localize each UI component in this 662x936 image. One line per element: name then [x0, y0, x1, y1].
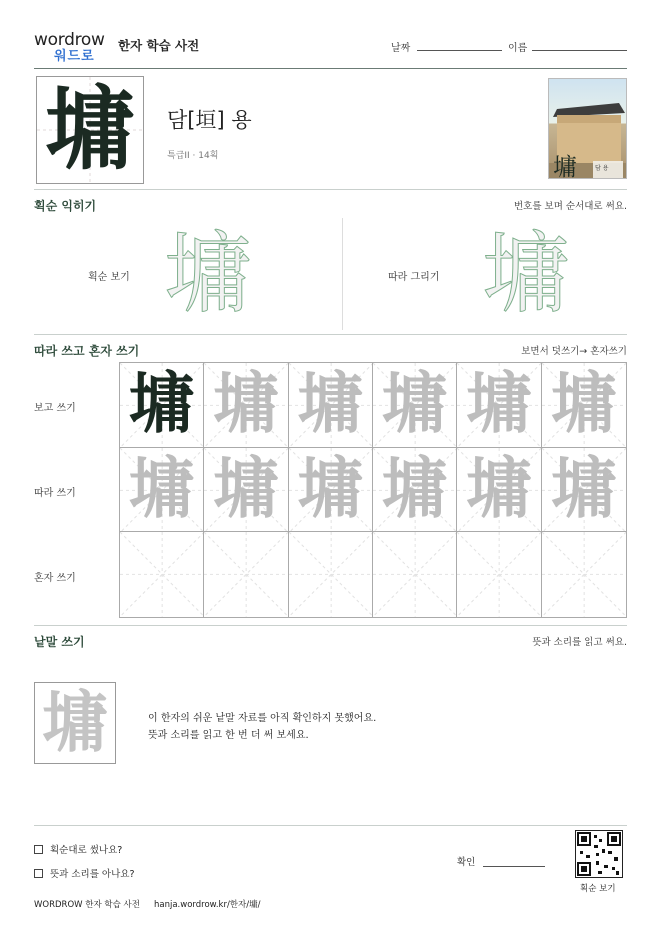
section-divider	[34, 825, 627, 826]
qr-code-icon[interactable]	[575, 830, 623, 878]
stroke-order-diagram	[158, 224, 258, 326]
practice-cell[interactable]	[542, 532, 626, 617]
word-section-hint: 뜻과 소리를 읽고 써요.	[532, 637, 627, 648]
main-character: 墉	[45, 76, 135, 182]
word-note-line2: 뜻과 소리를 읽고 한 번 더 써 보세요.	[148, 730, 309, 741]
name-field[interactable]	[532, 50, 627, 51]
confirm-field[interactable]	[483, 866, 545, 867]
row-label-trace: 따라 쓰기	[34, 488, 76, 499]
cell-guide-lines	[204, 532, 288, 617]
thumb-caption: 담 용	[595, 165, 609, 172]
practice-cell[interactable]	[542, 363, 626, 448]
confirm-label: 확인	[457, 857, 476, 868]
practice-cell[interactable]	[204, 532, 288, 617]
practice-cell[interactable]	[289, 532, 373, 617]
qr-pattern	[576, 831, 622, 877]
section-divider	[34, 189, 627, 190]
practice-cell[interactable]	[373, 448, 457, 533]
logo-korean: 워드로	[54, 49, 95, 64]
trace-character: 墉	[381, 448, 448, 527]
main-character-box	[36, 76, 144, 184]
practice-cell[interactable]	[373, 363, 457, 448]
footer-url[interactable]: hanja.wordrow.kr/한자/墉/	[154, 900, 261, 910]
stroke-trace-area[interactable]	[476, 224, 576, 326]
practice-cell[interactable]	[120, 532, 204, 617]
footer-brand: WORDROW 한자 학습 사전	[34, 900, 140, 910]
stroke-section-title: 획순 익히기	[34, 199, 97, 213]
checklist-item[interactable]	[34, 866, 135, 880]
logo-wordmark: wordrow	[34, 30, 105, 50]
trace-character: 墉	[212, 448, 279, 527]
practice-cell[interactable]	[373, 532, 457, 617]
practice-grid	[119, 362, 627, 618]
wordrow-logo	[34, 30, 114, 64]
trace-character: 墉	[297, 448, 364, 527]
practice-cell[interactable]	[457, 448, 541, 533]
page-title: 한자 학습 사전	[118, 38, 200, 53]
stroke-trace-label: 따라 그리기	[388, 272, 440, 283]
cell-guide-lines	[120, 532, 204, 617]
section-divider	[34, 625, 627, 626]
qr-caption: 획순 보기	[580, 884, 616, 894]
date-field[interactable]	[417, 50, 502, 51]
trace-character: 墉	[381, 364, 448, 442]
practice-cell[interactable]	[204, 448, 288, 533]
header-divider	[34, 68, 627, 69]
section-divider	[34, 334, 627, 335]
name-label: 이름	[508, 43, 528, 54]
row-label-solo: 혼자 쓰기	[34, 573, 76, 584]
write-section-hint: 보면서 덧쓰기→ 혼자쓰기	[521, 346, 627, 357]
model-character: 墉	[128, 364, 195, 442]
word-note-line1: 이 한자의 쉬운 낱말 자료를 아직 확인하지 못했어요.	[148, 713, 377, 724]
cell-guide-lines	[289, 532, 373, 617]
stroke-divider	[342, 218, 343, 330]
practice-cell[interactable]	[457, 363, 541, 448]
checkbox-icon[interactable]	[34, 845, 43, 854]
word-character-box	[34, 682, 116, 764]
practice-cell[interactable]	[289, 363, 373, 448]
cell-guide-lines	[542, 532, 626, 617]
trace-character: 墉	[465, 364, 532, 442]
trace-character: 墉	[550, 448, 617, 527]
trace-character: 墉	[297, 364, 364, 442]
checklist-item[interactable]	[34, 842, 122, 856]
row-label-view: 보고 쓰기	[34, 403, 76, 414]
trace-character: 墉	[128, 448, 195, 527]
write-section-title: 따라 쓰고 혼자 쓰기	[34, 344, 140, 358]
stroke-trace-character: 墉	[481, 222, 570, 325]
practice-cell[interactable]	[457, 532, 541, 617]
stroke-view-label: 획순 보기	[88, 272, 130, 283]
trace-character: 墉	[212, 364, 279, 442]
stroke-section-hint: 번호를 보며 순서대로 써요.	[513, 201, 627, 212]
cell-guide-lines	[373, 532, 457, 617]
trace-character: 墉	[550, 364, 617, 442]
stroke-view-character: 墉	[163, 222, 252, 325]
practice-cell[interactable]	[120, 363, 204, 448]
date-label: 날짜	[391, 43, 411, 54]
word-character: 墉	[42, 683, 108, 761]
practice-cell[interactable]	[289, 448, 373, 533]
thumb-character: 墉	[553, 153, 577, 179]
word-section-title: 낱말 쓰기	[34, 635, 85, 649]
illustration-card	[548, 78, 627, 179]
checkbox-icon[interactable]	[34, 869, 43, 878]
practice-cell[interactable]	[204, 363, 288, 448]
character-reading: 담[垣] 용	[167, 108, 252, 132]
trace-character: 墉	[465, 448, 532, 527]
checklist-label: 획순대로 썼나요?	[50, 845, 123, 856]
practice-cell[interactable]	[120, 448, 204, 533]
practice-cell[interactable]	[542, 448, 626, 533]
checklist-label: 뜻과 소리를 아나요?	[50, 869, 135, 880]
character-grade: 특급II · 14획	[167, 151, 219, 161]
cell-guide-lines	[457, 532, 541, 617]
